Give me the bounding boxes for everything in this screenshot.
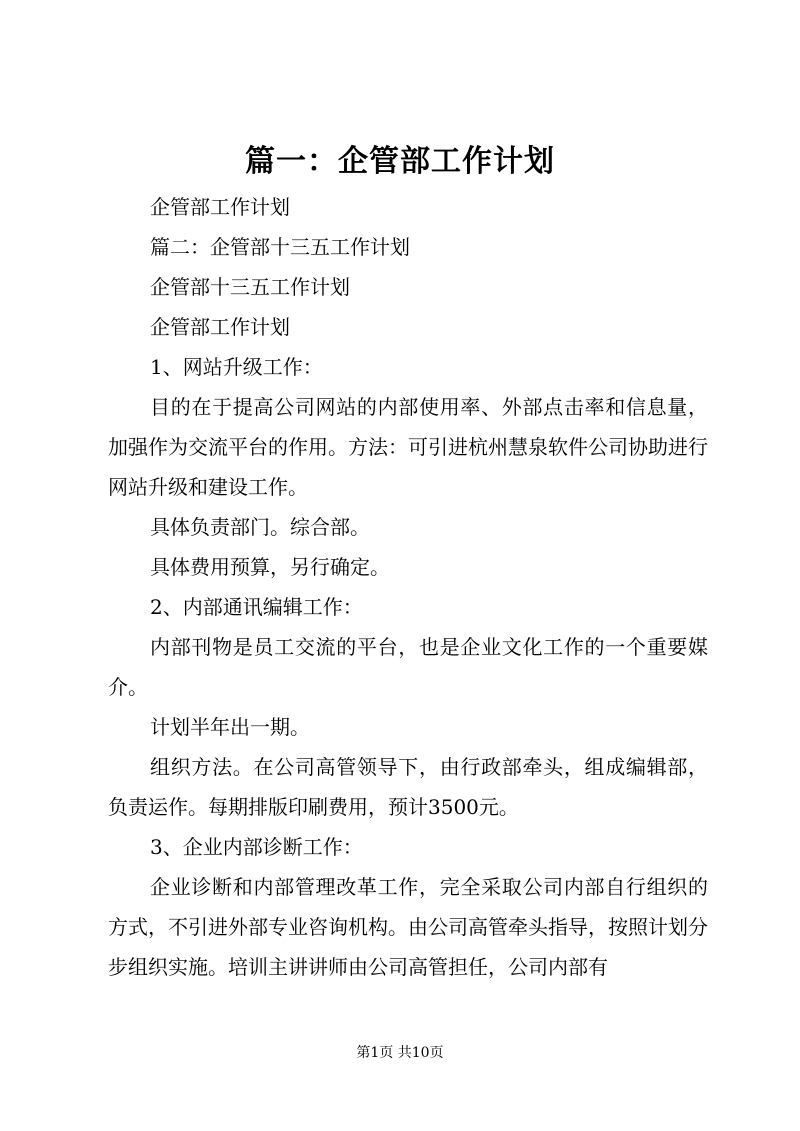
paragraph: 组织方法。在公司高管领导下，由行政部牵头，组成编辑部，负责运作。每期排版印刷费用，预计3500元。 bbox=[108, 755, 708, 819]
section-heading: 2、内部通讯编辑工作： bbox=[150, 595, 363, 619]
paragraph: 具体负责部门。综合部。 bbox=[150, 515, 370, 539]
paragraph: 内部刊物是员工交流的平台，也是企业文化工作的一个重要媒介。 bbox=[108, 635, 708, 699]
paragraph: 企管部工作计划 bbox=[150, 195, 290, 219]
section-heading: 1、网站升级工作： bbox=[150, 355, 323, 379]
document-body bbox=[108, 187, 708, 987]
paragraph: 企业诊断和内部管理改革工作，完全采取公司内部自行组织的方式，不引进外部专业咨询机构。由公司高管牵头指导，按照计划分步组织实施。培训主讲讲师由公司高管担任，公司内部有 bbox=[108, 875, 708, 979]
page-footer: 第1页 共10页 bbox=[356, 1045, 444, 1061]
paragraph: 计划半年出一期。 bbox=[150, 715, 310, 739]
paragraph: 篇二：企管部十三五工作计划 bbox=[150, 235, 410, 259]
paragraph: 目的在于提高公司网站的内部使用率、外部点击率和信息量，加强作为交流平台的作用。方法：可引进杭州慧泉软件公司协助进行网站升级和建设工作。 bbox=[108, 395, 708, 499]
page-title: 篇一：企管部工作计划 bbox=[245, 144, 555, 179]
paragraph: 企管部工作计划 bbox=[150, 315, 290, 339]
paragraph: 具体费用预算，另行确定。 bbox=[150, 555, 390, 579]
paragraph: 企管部十三五工作计划 bbox=[150, 275, 350, 299]
section-heading: 3、企业内部诊断工作： bbox=[150, 835, 363, 859]
